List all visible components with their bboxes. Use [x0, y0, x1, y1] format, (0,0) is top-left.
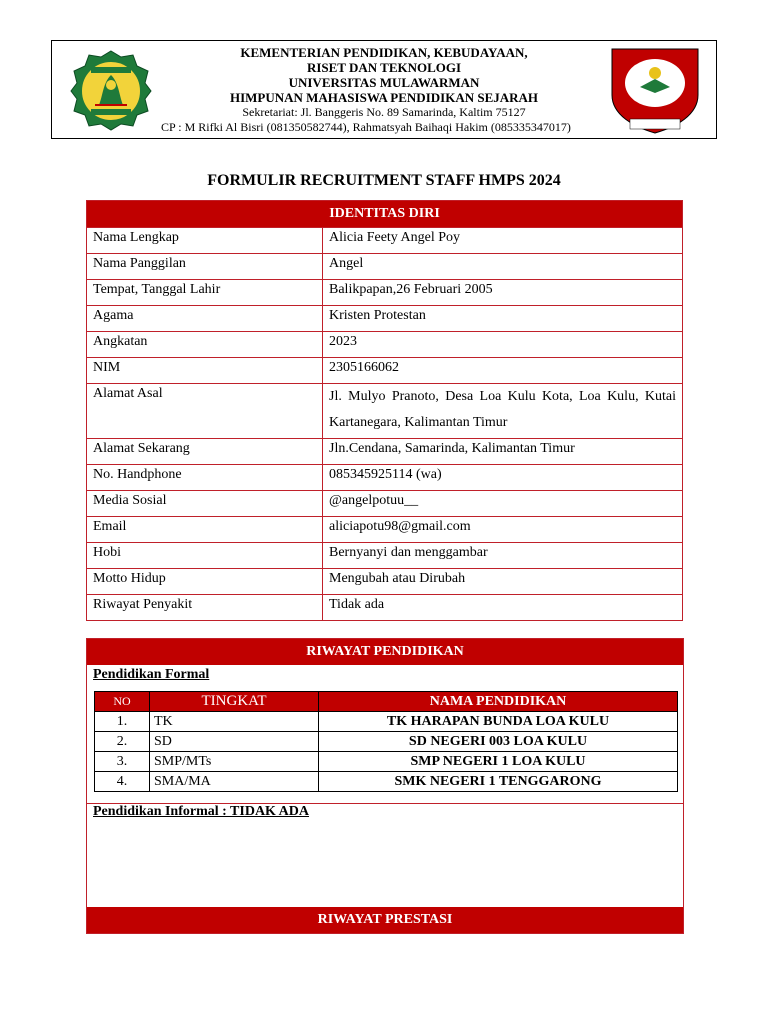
identity-row: [87, 543, 683, 569]
identity-value: aliciapotu98@gmail.com: [323, 517, 683, 543]
identity-value: 085345925114 (wa): [323, 465, 683, 491]
identity-label: Media Sosial: [87, 491, 323, 517]
identity-label: Nama Panggilan: [87, 254, 323, 280]
identity-label: No. Handphone: [87, 465, 323, 491]
identity-table: [86, 200, 683, 621]
identity-value: Bernyanyi dan menggambar: [323, 543, 683, 569]
school-level: TK: [150, 712, 319, 732]
identity-value: 2023: [323, 332, 683, 358]
identity-row: [87, 280, 683, 306]
identity-label: Agama: [87, 306, 323, 332]
school-level: SMA/MA: [150, 772, 319, 792]
col-level: TINGKAT: [150, 692, 319, 712]
education-section: [86, 638, 684, 934]
school-table-header: [95, 692, 678, 712]
identity-label: Alamat Asal: [87, 384, 323, 439]
school-level: SMP/MTs: [150, 752, 319, 772]
identity-value: Tidak ada: [323, 595, 683, 621]
identity-value: 2305166062: [323, 358, 683, 384]
identity-label: Motto Hidup: [87, 569, 323, 595]
identity-label: Hobi: [87, 543, 323, 569]
form-title: FORMULIR RECRUITMENT STAFF HMPS 2024: [207, 172, 561, 189]
identity-value: @angelpotuu__: [323, 491, 683, 517]
identity-row: [87, 384, 683, 439]
formal-education-table: [94, 691, 678, 792]
identity-label: NIM: [87, 358, 323, 384]
school-level: SD: [150, 732, 319, 752]
secretariat-address: Sekretariat: Jl. Banggeris No. 89 Samarinda, Kaltim 75127: [242, 105, 526, 119]
identity-value: Mengubah atau Dirubah: [323, 569, 683, 595]
identity-row: [87, 439, 683, 465]
identity-label: Tempat, Tanggal Lahir: [87, 280, 323, 306]
identity-row: [87, 358, 683, 384]
identity-row: [87, 491, 683, 517]
informal-education-label: Pendidikan Informal : TIDAK ADA: [93, 804, 310, 819]
school-row: [95, 752, 678, 772]
ministry-name-2: RISET DAN TEKNOLOGI: [306, 60, 462, 75]
school-name: TK HARAPAN BUNDA LOA KULU: [319, 712, 678, 732]
identity-row: [87, 332, 683, 358]
identity-row: [87, 228, 683, 254]
identity-row: [87, 517, 683, 543]
school-no: 4.: [95, 772, 150, 792]
school-name: SMP NEGERI 1 LOA KULU: [319, 752, 678, 772]
identity-row: [87, 306, 683, 332]
hmps-logo: [606, 45, 704, 135]
identity-value: Angel: [323, 254, 683, 280]
identity-label: Riwayat Penyakit: [87, 595, 323, 621]
school-row: [95, 712, 678, 732]
achievement-header: RIWAYAT PRESTASI: [87, 907, 683, 933]
school-row: [95, 732, 678, 752]
identity-row: [87, 595, 683, 621]
education-header: RIWAYAT PENDIDIKAN: [87, 639, 683, 665]
school-name: SD NEGERI 003 LOA KULU: [319, 732, 678, 752]
identity-header: IDENTITAS DIRI: [87, 201, 683, 228]
university-name: UNIVERSITAS MULAWARMAN: [288, 75, 480, 90]
contact-persons: CP : M Rifki Al Bisri (081350582744), Rahmatsyah Baihaqi Hakim (085335347017): [161, 120, 571, 134]
school-row: [95, 772, 678, 792]
identity-value: Kristen Protestan: [323, 306, 683, 332]
identity-row: [87, 569, 683, 595]
letterhead: [51, 40, 717, 139]
identity-label: Alamat Sekarang: [87, 439, 323, 465]
identity-row: [87, 254, 683, 280]
identity-label: Email: [87, 517, 323, 543]
identity-row: [87, 465, 683, 491]
school-name: SMK NEGERI 1 TENGGARONG: [319, 772, 678, 792]
identity-value: Jln.Cendana, Samarinda, Kalimantan Timur: [323, 439, 683, 465]
identity-label: Angkatan: [87, 332, 323, 358]
association-name: HIMPUNAN MAHASISWA PENDIDIKAN SEJARAH: [229, 90, 539, 105]
ministry-name: KEMENTERIAN PENDIDIKAN, KEBUDAYAAN,: [240, 45, 528, 60]
school-no: 3.: [95, 752, 150, 772]
school-no: 2.: [95, 732, 150, 752]
identity-header-row: [87, 201, 683, 228]
col-school-name: NAMA PENDIDIKAN: [319, 692, 678, 712]
university-logo: [69, 49, 153, 131]
letterhead-text: [162, 45, 606, 120]
identity-value: Alicia Feety Angel Poy: [323, 228, 683, 254]
col-no: NO: [95, 692, 150, 712]
identity-value: Balikpapan,26 Februari 2005: [323, 280, 683, 306]
formal-education-label: Pendidikan Formal: [93, 667, 210, 682]
identity-value: Jl. Mulyo Pranoto, Desa Loa Kulu Kota, Loa Kulu, Kutai Kartanegara, Kalimantan Timur: [323, 384, 683, 439]
identity-label: Nama Lengkap: [87, 228, 323, 254]
school-no: 1.: [95, 712, 150, 732]
